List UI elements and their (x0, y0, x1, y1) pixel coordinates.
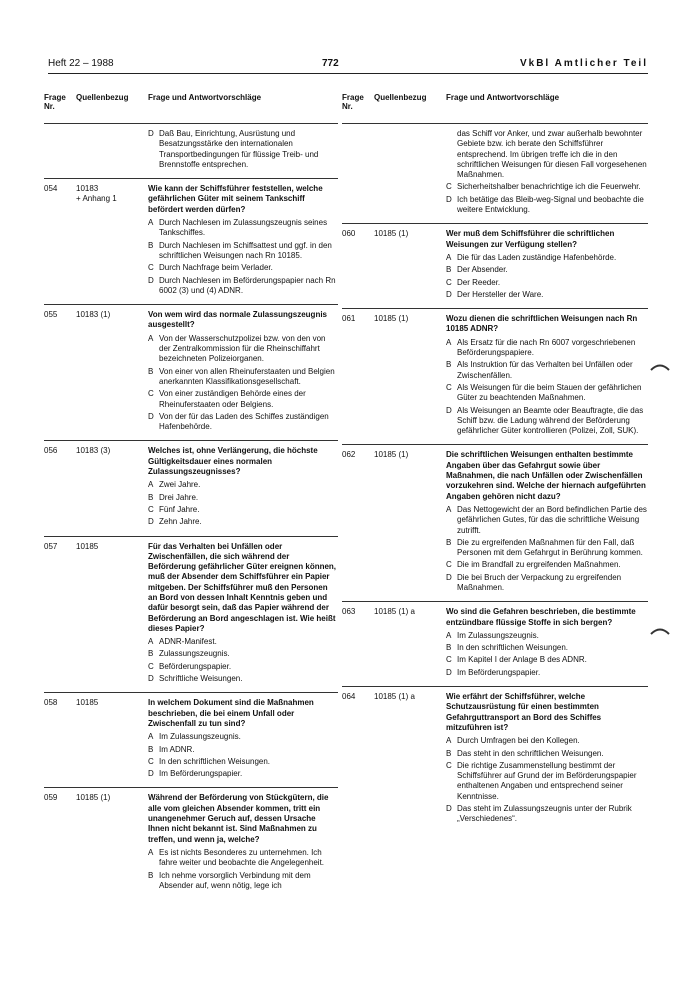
answer-text: Die richtige Zusammenstellung bestimmt der Schiffsführer auf Grund der im Beförderungspapier enthaltenen Angaben und entsprechend seiner Kenntnisse. (457, 760, 637, 801)
answer-letter: C (148, 756, 154, 766)
answer-text: ADNR-Manifest. (159, 637, 217, 647)
question-number: 059 (44, 793, 58, 803)
answer-letter: A (446, 630, 452, 640)
question-text: Welches ist, ohne Verlängerung, die höchste Gültigkeitsdauer eines normalen Zulassungszeugnisses? (148, 446, 318, 477)
answer-text: Der Hersteller der Ware. (457, 289, 544, 299)
question-entry (44, 537, 338, 694)
answer-option (446, 643, 648, 653)
question-entry (44, 441, 338, 536)
question-number: 064 (342, 692, 356, 702)
question-number: 055 (44, 310, 58, 320)
answer-option (148, 389, 338, 410)
answer-option (148, 129, 338, 170)
answer-option (148, 276, 338, 297)
question-entry (44, 693, 338, 788)
answer-letter: C (446, 277, 452, 287)
answer-text: Ich betätige das Bleib-weg-Signal und beobachte die weitere Entwicklung. (457, 194, 644, 215)
answer-option (446, 573, 648, 594)
question-body (446, 129, 648, 217)
answer-text: Die im Brandfall zu ergreifenden Maßnahmen. (457, 560, 621, 570)
answer-text: Die für das Laden zuständige Hafenbehörde. (457, 252, 617, 262)
source-reference: 10185 (76, 698, 99, 708)
column-header-questions: Frage und Antwortvorschläge (148, 93, 262, 102)
answer-letter: C (446, 182, 452, 192)
answer-option (446, 265, 648, 275)
answer-letter: A (148, 732, 154, 742)
question-body (148, 542, 338, 687)
answer-letter: B (446, 643, 452, 653)
answer-letter: D (446, 667, 452, 677)
column-header (342, 93, 648, 124)
answer-letter: A (148, 333, 154, 343)
answer-text: Als Weisungen für die beim Stauen der gefährlichen Güter zu beachtenden Maßnahmen. (457, 382, 642, 403)
source-reference: 10183 (1) (76, 310, 111, 320)
question-text: In welchem Dokument sind die Maßnahmen beschrieben, die bei einem Unfall oder Zwischenfall zu tun sind? (148, 698, 314, 728)
answer-option (446, 383, 648, 404)
answer-letter: B (446, 265, 452, 275)
question-number: 058 (44, 698, 58, 708)
question-entry (342, 687, 648, 833)
source-reference (374, 129, 446, 217)
left-column (44, 93, 338, 899)
answer-letter: A (148, 480, 154, 490)
answer-letter: B (446, 360, 452, 370)
answer-text: Drei Jahre. (159, 492, 199, 502)
answer-letter: D (148, 517, 154, 527)
question-body (446, 314, 648, 438)
answer-text: Sicherheitshalber benachrichtige ich die Feuerwehr. (457, 182, 641, 192)
question-entry (44, 179, 338, 305)
answer-text: Im Beförderungspapier. (159, 769, 243, 779)
continued-entry (44, 124, 338, 179)
question-text: Wie erfährt der Schiffsführer, welche Schutzausrüstung für einen bestimmten Gefahrguttransport an Bord des Schiffes mitzuführen ist? (446, 692, 602, 732)
answer-text: Zehn Jahre. (159, 517, 202, 527)
answer-text: Die bei Bruch der Verpackung zu ergreifenden Maßnahmen. (457, 572, 622, 592)
answer-option (148, 662, 338, 672)
answer-option (446, 668, 648, 678)
answer-option (446, 761, 648, 802)
question-number: 057 (44, 541, 58, 551)
answer-option (148, 732, 338, 742)
answer-letter: B (148, 649, 154, 659)
question-text: Wie kann der Schiffsführer feststellen, welche gefährlichen Güter mit seinem Tankschiff befördert werden dürfen? (148, 184, 323, 214)
question-body (148, 793, 338, 893)
answer-letter: B (446, 748, 452, 758)
source-reference: 10185 (1) (374, 450, 409, 460)
source-reference: 10185 (1) a (374, 607, 415, 617)
source-reference: 10185 (1) (76, 793, 111, 803)
answer-option (446, 290, 648, 300)
answer-option (446, 655, 648, 665)
answer-text: Zwei Jahre. (159, 480, 201, 490)
answer-text: Von der Wasserschutzpolizei bzw. von den von der Zentralkommission für die Rheinschiffahrt bezeichneten Polizeiorganen. (159, 333, 326, 364)
answer-letter: B (148, 240, 154, 250)
question-text: Die schriftlichen Weisungen enthalten bestimmte Angaben über das Gefahrgut sowie über Maßnahmen, die nach Unfällen oder Zwischenfällen vorzukehren sind. Welche der hiernach aufgeführten Angaben gehören nicht dazu? (446, 450, 646, 501)
answer-text: Im Zulassungszeugnis. (457, 630, 539, 640)
column-header (44, 93, 338, 124)
answer-option (446, 749, 648, 759)
answer-option (446, 360, 648, 381)
answer-text: Als Weisungen an Beamte oder Beauftragte, die das Schiff bzw. die Ladung während der Beförderung gefährlicher Güter kontrollieren (Polizei, Zoll, SUK). (457, 405, 644, 436)
answer-option (148, 745, 338, 755)
answer-option (148, 480, 338, 490)
question-number: 061 (342, 314, 356, 324)
answer-text: Durch Nachfrage beim Verlader. (159, 263, 273, 273)
answer-option (148, 263, 338, 273)
answer-letter: C (446, 655, 452, 665)
answer-text: Das Nettogewicht der an Bord befindlichen Partie des gefährlichen Gutes, für das die schriftliche Weisung zutrifft. (457, 504, 647, 535)
answer-letter: B (148, 366, 154, 376)
answer-letter: C (446, 560, 452, 570)
margin-mark (650, 362, 670, 372)
question-number: 056 (44, 446, 58, 456)
question-number: 060 (342, 229, 356, 239)
answer-option (446, 538, 648, 559)
question-text: Wo sind die Gefahren beschrieben, die bestimmte entzündbare flüssige Stoffe in sich bergen? (446, 607, 636, 627)
answer-option (148, 769, 338, 779)
answer-letter: D (148, 275, 154, 285)
answer-text: Der Absender. (457, 265, 508, 275)
answer-letter: C (148, 504, 154, 514)
answer-text: Im Zulassungszeugnis. (159, 732, 241, 742)
answer-text: Im Kapitel I der Anlage B des ADNR. (457, 655, 587, 665)
answer-text: Durch Nachlesen im Schiffsattest und ggf. in den schriftlichen Weisungen nach Rn 10185. (159, 240, 332, 260)
answer-text: Beförderungspapier. (159, 661, 232, 671)
answer-option (148, 517, 338, 527)
question-text: Für das Verhalten bei Unfällen oder Zwischenfällen, die sich während der Beförderung gefährlicher Güter ereignen können, muß der Absender dem Schiffsführer ein Papier mitgeben. Der Schiffsführer muß den Personen an Bord von dessen Inhalt Kenntnis geben und dafür besorgt sein, daß das Papier während der Beförderung an Bord angeschlagen ist. Wie heißt dieses Papier? (148, 541, 337, 633)
answer-option (148, 218, 338, 239)
answer-continuation: das Schiff vor Anker, und zwar außerhalb bewohnter Gebiete bzw. ich berate den Schiffsführer entsprechend. Im übrigen treffe ich die in den schriftlichen Weisungen für diesen Fall vorgesehenen Maßnahmen. (457, 129, 647, 180)
answer-letter: D (446, 194, 452, 204)
answer-text: Als Instruktion für das Verhalten bei Unfällen oder Zwischenfällen. (457, 360, 633, 380)
question-entry (342, 224, 648, 309)
column-header-nr: Frage Nr. (342, 93, 364, 111)
source-reference: 10185 (1) (374, 314, 409, 324)
source-reference: 10185 (76, 541, 99, 551)
question-entry (342, 602, 648, 687)
answer-letter: B (148, 744, 154, 754)
answer-letter: D (446, 572, 452, 582)
column-header-questions: Frage und Antwortvorschläge (446, 93, 560, 102)
answer-letter: A (446, 504, 452, 514)
answer-letter: C (446, 760, 452, 770)
question-text: Während der Beförderung von Stückgütern, die alle vom gleichen Absender kommen, tritt ein unangenehmer Geruch auf, dessen Ursache Ihnen nicht bekannt ist. Sind Maßnahmen zu treffen, und wenn ja, welche? (148, 793, 329, 844)
column-header-nr: Frage Nr. (44, 93, 66, 111)
question-entry (44, 788, 338, 899)
answer-letter: C (148, 389, 154, 399)
source-reference: 10185 (1) (374, 229, 409, 239)
right-column (342, 93, 648, 833)
answer-letter: D (148, 674, 154, 684)
answer-letter: C (148, 661, 154, 671)
answer-text: Der Reeder. (457, 277, 501, 287)
answer-option (446, 560, 648, 570)
question-body (148, 446, 338, 529)
source-reference: 10183 (3) (76, 446, 111, 456)
answer-letter: A (148, 637, 154, 647)
question-body (148, 184, 338, 298)
answer-letter: D (446, 804, 452, 814)
question-body (446, 450, 648, 595)
answer-letter: B (446, 537, 452, 547)
question-text: Wer muß dem Schiffsführer die schriftlichen Weisungen zur Verfügung stellen? (446, 229, 615, 249)
answer-letter: D (148, 411, 154, 421)
answer-option (148, 674, 338, 684)
answer-option (446, 406, 648, 437)
answer-option (446, 195, 648, 216)
answer-text: Ich nehme vorsorglich Verbindung mit dem Absender auf, wenn nötig, lege ich (159, 870, 311, 890)
answer-letter: B (148, 492, 154, 502)
answer-letter: A (446, 337, 452, 347)
question-body (148, 129, 338, 172)
answer-option (148, 241, 338, 262)
answer-text: Zulassungszeugnis. (159, 649, 230, 659)
question-entry (342, 309, 648, 445)
answer-letter: D (148, 769, 154, 779)
question-number: 054 (44, 184, 58, 194)
answer-text: Das steht im Zulassungszeugnis unter der Rubrik „Verschiedenes“. (457, 804, 632, 824)
answer-text: Es ist nichts Besonderes zu unternehmen. Ich fahre weiter und beobachte die Angelegenheit. (159, 847, 325, 868)
answer-letter: C (148, 263, 154, 273)
source-reference (76, 129, 148, 172)
answer-letter: A (446, 252, 452, 262)
question-number: 063 (342, 607, 356, 617)
answer-text: Als Ersatz für die nach Rn 6007 vorgeschriebenen Beförderungspapiere. (457, 337, 636, 358)
column-header-source: Quellenbezug (76, 93, 129, 102)
header-publication: VkBl Amtlicher Teil (519, 58, 648, 69)
header-rule (48, 73, 648, 74)
answer-letter: C (446, 382, 452, 392)
question-text: Wozu dienen die schriftlichen Weisungen nach Rn 10185 ADNR? (446, 314, 638, 334)
header-page-number: 772 (322, 58, 339, 69)
question-body (446, 692, 648, 827)
answer-text: Schriftliche Weisungen. (159, 674, 243, 684)
answer-text: Von der für das Laden des Schiffes zuständigen Hafenbehörde. (159, 411, 329, 432)
question-text: Von wem wird das normale Zulassungszeugnis ausgestellt? (148, 310, 327, 330)
source-reference: 10185 (1) a (374, 692, 415, 702)
answer-option (148, 367, 338, 388)
answer-letter: D (446, 289, 452, 299)
answer-option (148, 848, 338, 869)
answer-option (446, 338, 648, 359)
answer-option (446, 736, 648, 746)
answer-option (446, 253, 648, 263)
question-body (446, 607, 648, 680)
answer-text: In den schriftlichen Weisungen. (159, 756, 271, 766)
answer-option (148, 505, 338, 515)
answer-text: Die zu ergreifenden Maßnahmen für den Fall, daß Personen mit dem Gefahrgut in Berührung kommen. (457, 537, 643, 558)
question-entry (342, 445, 648, 602)
question-entry (44, 305, 338, 441)
answer-text: Daß Bau, Einrichtung, Ausrüstung und Besatzungsstärke den internationalen Transportbedingungen für flüssige Treib- und Brennstoffe entsprechen. (159, 129, 319, 169)
question-body (446, 229, 648, 302)
answer-option (148, 334, 338, 365)
answer-text: Von einer zuständigen Behörde eines der Rheinuferstaaten oder Belgiens. (159, 389, 306, 409)
answer-letter: B (148, 870, 154, 880)
answer-option (148, 493, 338, 503)
answer-letter: D (446, 405, 452, 415)
answer-option (446, 505, 648, 536)
question-body (148, 698, 338, 781)
answer-text: Im ADNR. (159, 744, 195, 754)
answer-text: Durch Nachlesen im Beförderungspapier nach Rn 6002 (3) und (4) ADNR. (159, 275, 336, 295)
answer-letter: A (446, 736, 452, 746)
question-number (44, 129, 76, 172)
margin-mark (650, 626, 670, 636)
answer-text: Von einer von allen Rheinuferstaaten und Belgien anerkannten Klassifikationsgesellschaft. (159, 366, 335, 386)
question-number: 062 (342, 450, 356, 460)
continued-entry (342, 124, 648, 224)
answer-text: Durch Nachlesen im Zulassungszeugnis seines Tankschiffes. (159, 218, 328, 238)
header-issue: Heft 22 – 1988 (48, 58, 114, 69)
answer-option (148, 871, 338, 892)
answer-option (446, 804, 648, 825)
question-number (342, 129, 374, 217)
column-header-source: Quellenbezug (374, 93, 427, 102)
answer-option (148, 637, 338, 647)
answer-option (148, 412, 338, 433)
answer-text: In den schriftlichen Weisungen. (457, 643, 569, 653)
answer-option (148, 649, 338, 659)
answer-option (446, 631, 648, 641)
source-reference: 10183 + Anhang 1 (76, 184, 117, 204)
answer-letter: D (148, 129, 154, 138)
question-body (148, 310, 338, 434)
answer-option (446, 182, 648, 192)
answer-letter: A (148, 218, 154, 228)
answer-option (148, 757, 338, 767)
answer-text: Im Beförderungspapier. (457, 667, 541, 677)
answer-text: Fünf Jahre. (159, 504, 200, 514)
answer-letter: A (148, 847, 154, 857)
answer-text: Durch Umfragen bei den Kollegen. (457, 736, 580, 746)
answer-option (446, 278, 648, 288)
answer-text: Das steht in den schriftlichen Weisungen. (457, 748, 604, 758)
